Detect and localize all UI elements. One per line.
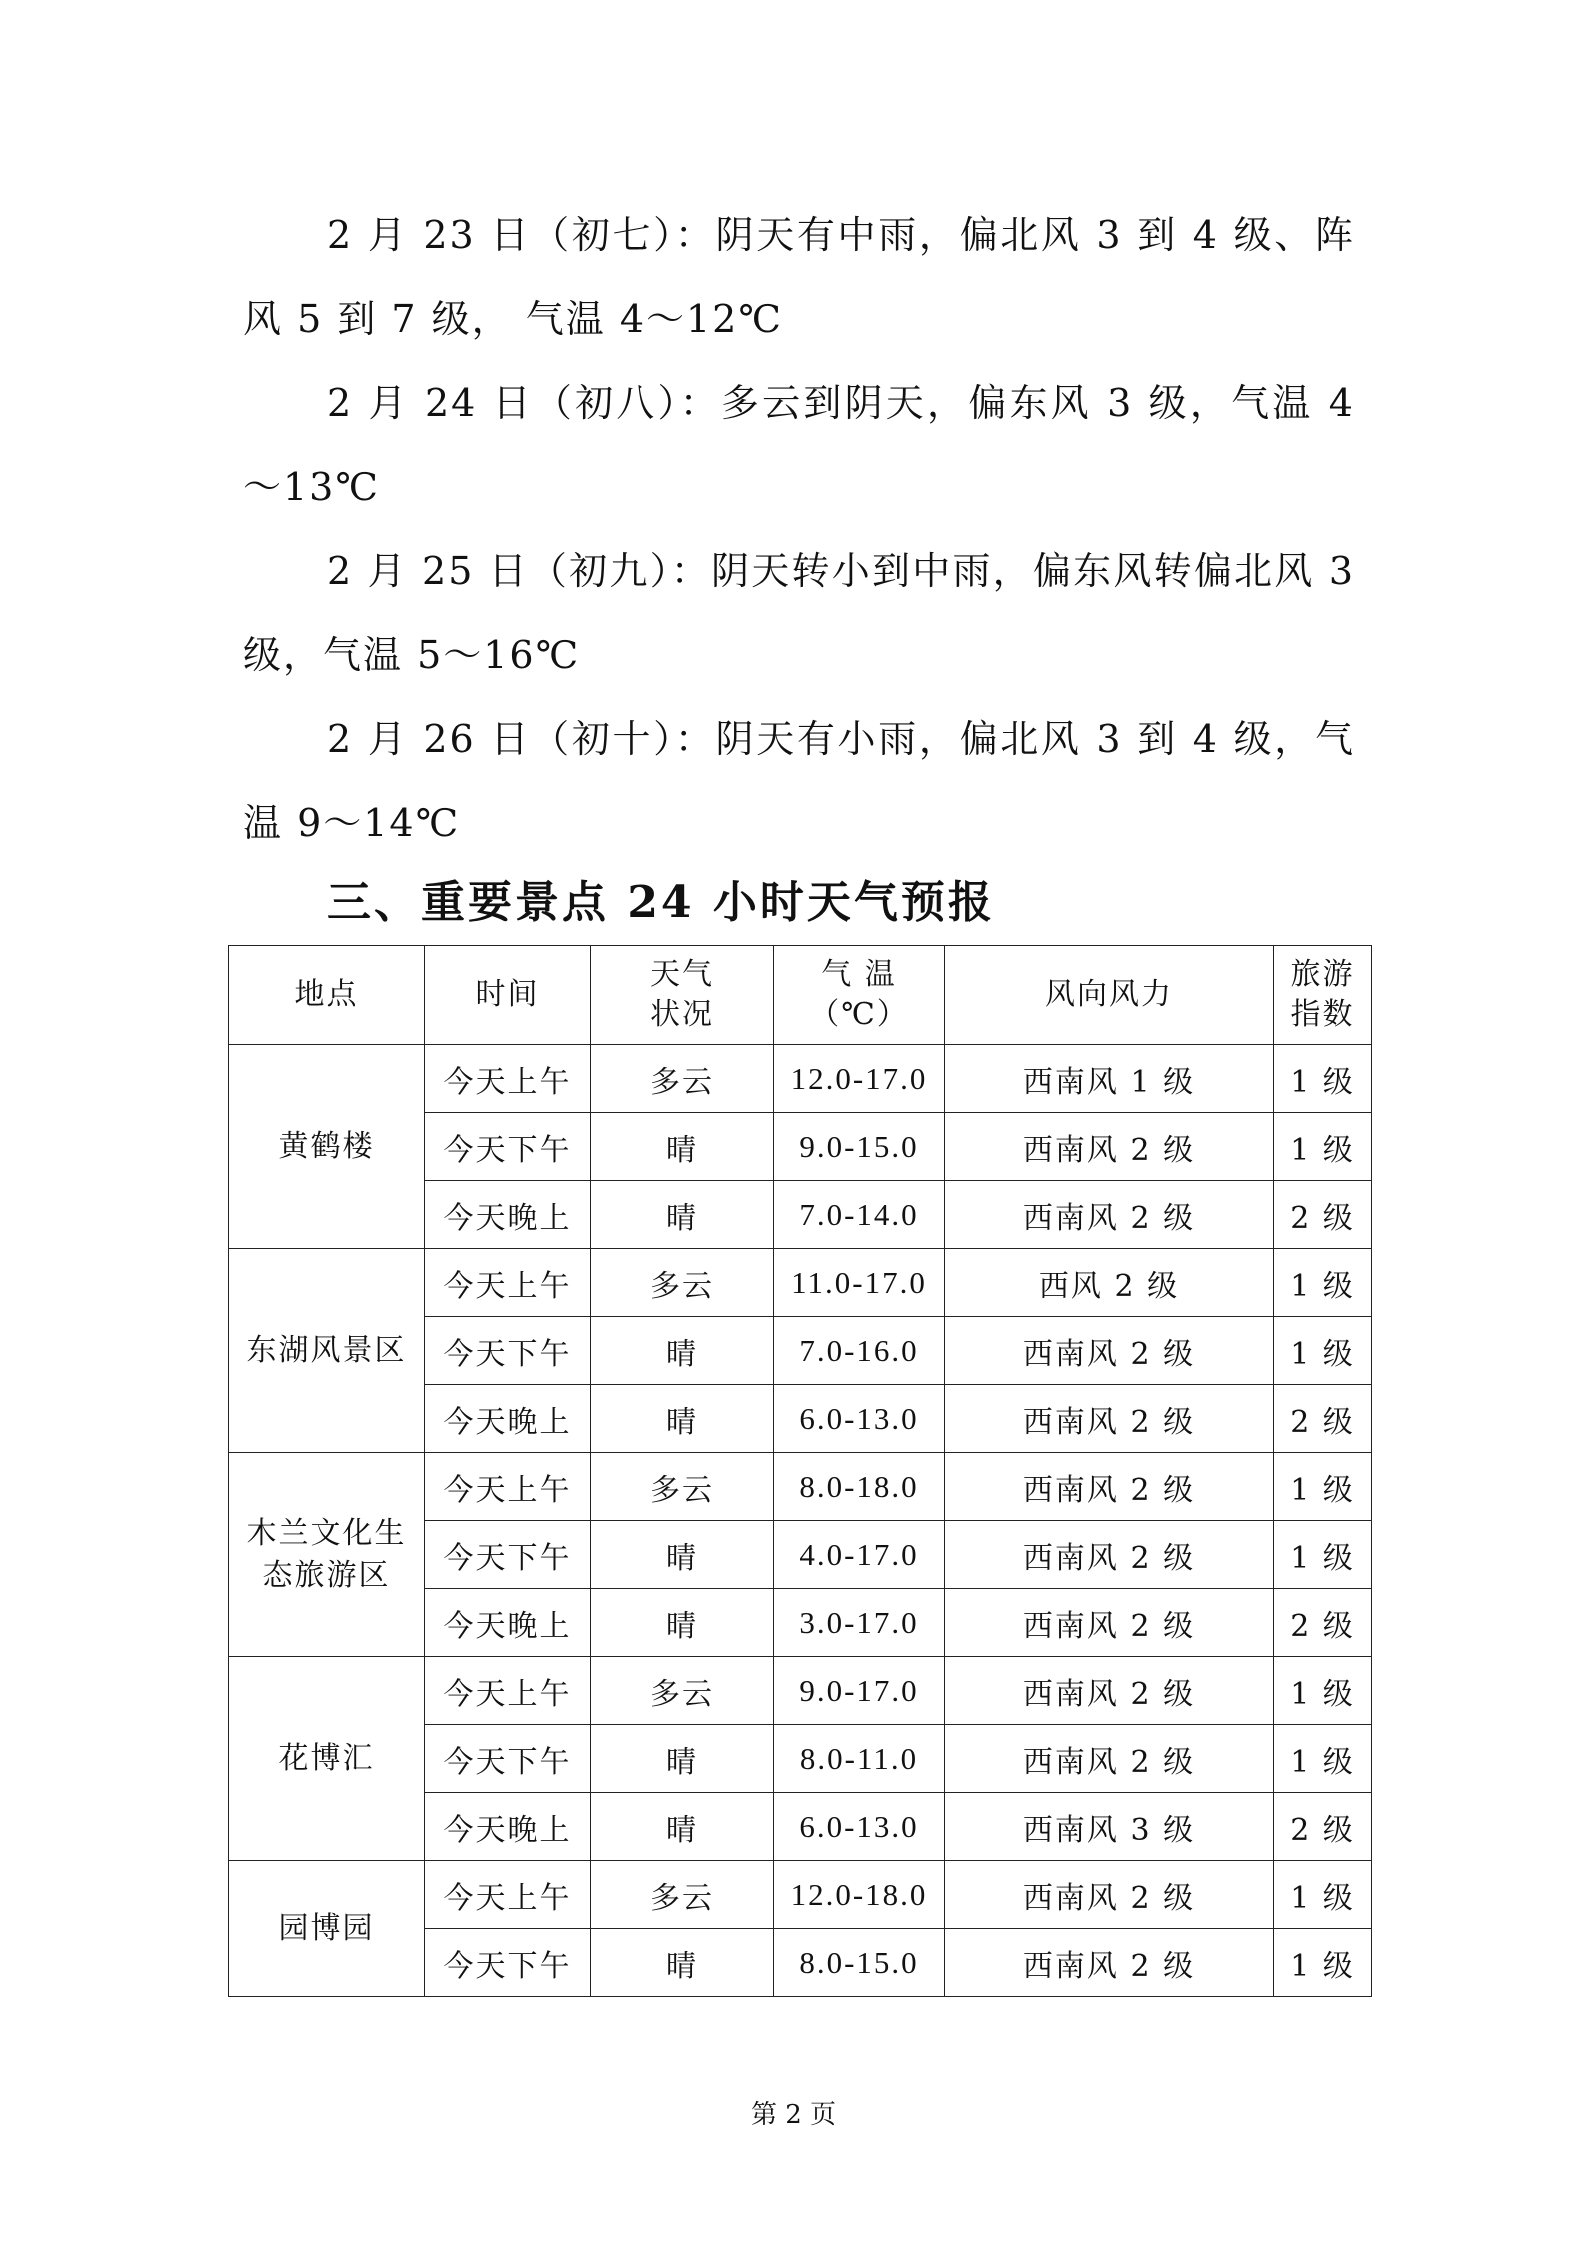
forecast-paragraph-feb23: 2 月 23 日（初七）：阴天有中雨，偏北风 3 到 4 级、阵风 5 到 7 级， 气温 4～12℃ [243,213,1355,341]
tour-index-cell: 1 级 [1274,1929,1372,1997]
time-cell: 今天下午 [425,1725,591,1793]
temperature-cell: 6.0-13.0 [774,1793,945,1861]
tour-index-cell: 1 级 [1274,1045,1372,1113]
forecast-paragraph-feb25: 2 月 25 日（初九）：阴天转小到中雨，偏东风转偏北风 3 级，气温 5～16℃ [243,549,1355,677]
location-name: 园博园 [278,1910,375,1946]
temperature-cell: 12.0-17.0 [774,1045,945,1113]
location-name: 花博汇 [278,1740,375,1776]
temperature-cell: 3.0-17.0 [774,1589,945,1657]
tour-index-cell: 1 级 [1274,1521,1372,1589]
header-tour-index-line2: 指数 [1290,997,1355,1032]
time-cell: 今天上午 [425,1861,591,1929]
forecast-paragraph-feb24: 2 月 24 日（初八）：多云到阴天，偏东风 3 级，气温 4～13℃ [243,381,1355,509]
weather-cell: 晴 [591,1929,774,1997]
temperature-cell: 8.0-11.0 [774,1725,945,1793]
wind-cell: 西南风 2 级 [945,1181,1274,1249]
wind-cell: 西南风 2 级 [945,1317,1274,1385]
location-cell [229,1249,425,1453]
tour-index-cell: 2 级 [1274,1589,1372,1657]
temperature-cell: 9.0-17.0 [774,1657,945,1725]
time-cell: 今天上午 [425,1249,591,1317]
wind-cell: 西南风 2 级 [945,1725,1274,1793]
wind-cell: 西南风 2 级 [945,1589,1274,1657]
temperature-cell: 4.0-17.0 [774,1521,945,1589]
header-location: 地点 [229,946,425,1045]
wind-cell: 西南风 2 级 [945,1113,1274,1181]
tour-index-cell: 1 级 [1274,1725,1372,1793]
header-temperature-line1: 气 温 [821,957,897,992]
weather-cell: 晴 [591,1113,774,1181]
table-header-row [229,946,1372,1045]
wind-cell: 西南风 2 级 [945,1929,1274,1997]
weather-cell: 多云 [591,1453,774,1521]
time-cell: 今天下午 [425,1317,591,1385]
weather-cell: 晴 [591,1589,774,1657]
time-cell: 今天下午 [425,1521,591,1589]
wind-cell: 西南风 2 级 [945,1453,1274,1521]
section-heading: 三、重要景点 24 小时天气预报 [327,877,995,928]
time-cell: 今天晚上 [425,1181,591,1249]
header-temperature [774,946,945,1045]
time-cell: 今天下午 [425,1113,591,1181]
weather-cell: 晴 [591,1317,774,1385]
tour-index-cell: 2 级 [1274,1181,1372,1249]
scenic-forecast-table [228,945,1372,1997]
table-body [229,1045,1372,1997]
location-name: 东湖风景区 [246,1332,407,1368]
header-wind: 风向风力 [945,946,1274,1045]
wind-cell: 西南风 3 级 [945,1793,1274,1861]
temperature-cell: 11.0-17.0 [774,1249,945,1317]
header-weather-line2: 状况 [650,997,714,1032]
weather-cell: 晴 [591,1385,774,1453]
wind-cell: 西南风 2 级 [945,1657,1274,1725]
tour-index-cell: 1 级 [1274,1249,1372,1317]
tour-index-cell: 2 级 [1274,1793,1372,1861]
location-name: 木兰文化生 [246,1515,407,1551]
location-cell [229,1045,425,1249]
header-tour-index-line1: 旅游 [1290,957,1355,992]
wind-cell: 西南风 2 级 [945,1861,1274,1929]
wind-cell: 西南风 2 级 [945,1521,1274,1589]
tour-index-cell: 1 级 [1274,1453,1372,1521]
tour-index-cell: 2 级 [1274,1385,1372,1453]
weather-cell: 晴 [591,1181,774,1249]
location-name: 黄鹤楼 [278,1128,375,1164]
time-cell: 今天上午 [425,1657,591,1725]
wind-cell: 西南风 2 级 [945,1385,1274,1453]
tour-index-cell: 1 级 [1274,1113,1372,1181]
table-row [229,1249,1372,1317]
header-tour-index [1274,946,1372,1045]
temperature-cell: 9.0-15.0 [774,1113,945,1181]
header-weather [591,946,774,1045]
weather-cell: 多云 [591,1657,774,1725]
temperature-cell: 12.0-18.0 [774,1861,945,1929]
temperature-cell: 6.0-13.0 [774,1385,945,1453]
wind-cell: 西风 2 级 [945,1249,1274,1317]
table-row [229,1657,1372,1725]
temperature-cell: 7.0-14.0 [774,1181,945,1249]
location-name-line2: 态旅游区 [262,1557,391,1593]
header-weather-line1: 天气 [650,957,714,992]
time-cell: 今天上午 [425,1453,591,1521]
page-number: 第 2 页 [750,2100,837,2130]
weather-cell: 晴 [591,1793,774,1861]
weather-cell: 多云 [591,1045,774,1113]
header-temperature-line2: （℃） [809,997,909,1032]
temperature-cell: 7.0-16.0 [774,1317,945,1385]
tour-index-cell: 1 级 [1274,1657,1372,1725]
time-cell: 今天上午 [425,1045,591,1113]
wind-cell: 西南风 1 级 [945,1045,1274,1113]
table-row [229,1861,1372,1929]
temperature-cell: 8.0-15.0 [774,1929,945,1997]
temperature-cell: 8.0-18.0 [774,1453,945,1521]
time-cell: 今天晚上 [425,1793,591,1861]
location-cell [229,1453,425,1657]
tour-index-cell: 1 级 [1274,1861,1372,1929]
time-cell: 今天下午 [425,1929,591,1997]
weather-cell: 多云 [591,1861,774,1929]
weather-cell: 多云 [591,1249,774,1317]
location-cell [229,1861,425,1997]
table-row [229,1453,1372,1521]
location-cell [229,1657,425,1861]
header-time: 时间 [425,946,591,1045]
weather-cell: 晴 [591,1521,774,1589]
table-row [229,1045,1372,1113]
time-cell: 今天晚上 [425,1385,591,1453]
weather-cell: 晴 [591,1725,774,1793]
forecast-paragraph-feb26: 2 月 26 日（初十）：阴天有小雨，偏北风 3 到 4 级，气温 9～14℃ [243,717,1355,845]
tour-index-cell: 1 级 [1274,1317,1372,1385]
time-cell: 今天晚上 [425,1589,591,1657]
